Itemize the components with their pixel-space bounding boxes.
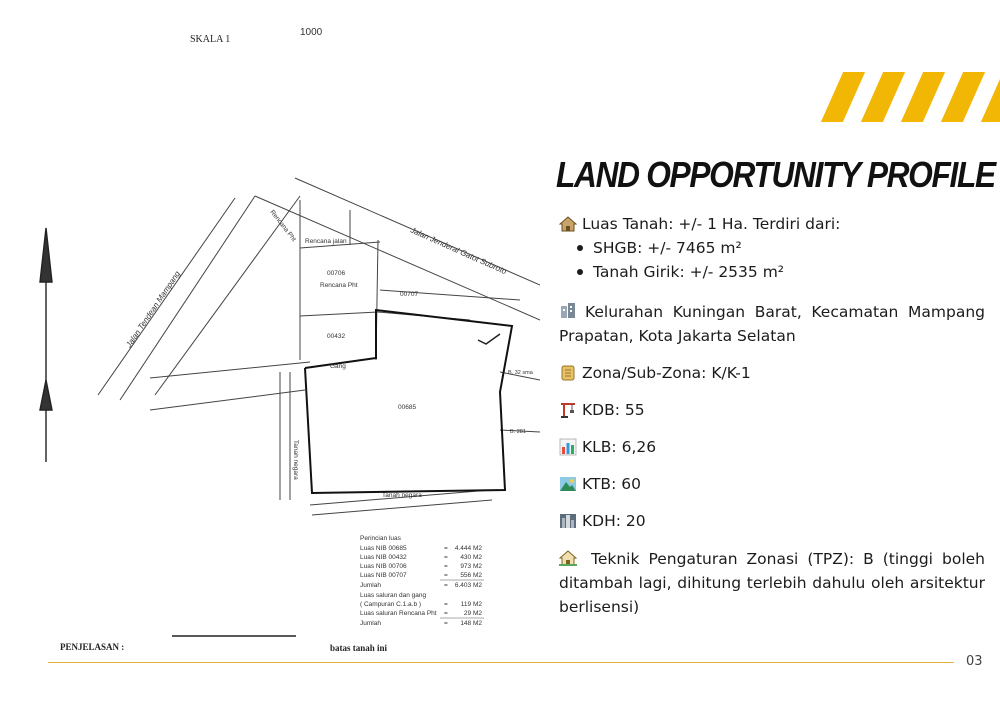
tpz-row — [559, 546, 985, 619]
shgb-text: SHGB: +/- 7465 m² — [593, 239, 742, 257]
plot-label: Rencana Pht — [320, 282, 358, 289]
profile-details — [559, 212, 985, 632]
summary-sep: = — [444, 572, 448, 579]
zoning-text: Zona/Sub-Zona: K/K-1 — [582, 364, 751, 382]
stripe — [821, 72, 865, 122]
summary-value: 973 M2 — [460, 563, 482, 570]
footer-divider — [48, 662, 954, 663]
city-icon — [559, 512, 577, 530]
summary-sep: = — [444, 545, 448, 552]
landscape-icon — [559, 475, 577, 493]
summary-value: 119 M2 — [460, 601, 482, 608]
summary-heading: Perincian luas — [360, 535, 401, 542]
plot-label: 00706 — [327, 270, 346, 277]
land-area-row — [559, 212, 985, 236]
kdb-text: KDB: 55 — [582, 401, 645, 419]
north-arrow-icon — [40, 228, 52, 462]
summary-value: 430 M2 — [460, 554, 482, 561]
location-row — [559, 299, 985, 348]
plot-label: Rencana jalan — [305, 238, 347, 245]
plot-label: B. 281 — [510, 429, 526, 435]
decorative-stripes — [808, 72, 1000, 122]
kdb-row — [559, 398, 985, 422]
summary-value: 4.444 M2 — [454, 545, 482, 552]
map-lines — [98, 178, 540, 515]
legend-text: batas tanah ini — [330, 643, 388, 653]
summary-label: Jumlah — [360, 620, 381, 627]
stripe — [901, 72, 945, 122]
plot-label: Gang — [330, 363, 346, 370]
plot-label: B. 32 sma — [508, 370, 533, 376]
summary-label: Luas NIB 00432 — [360, 554, 407, 561]
summary-label: Luas NIB 00707 — [360, 572, 407, 579]
summary-sep: = — [444, 601, 448, 608]
summary-sep: = — [444, 610, 448, 617]
location-text: Kelurahan Kuningan Barat, Kecamatan Mampang Prapatan, Kota Jakarta Selatan — [559, 303, 985, 345]
house-icon — [559, 215, 577, 233]
kdh-row — [559, 509, 985, 533]
page-title: LAND OPPORTUNITY PROFILE — [556, 154, 995, 195]
scroll-icon — [559, 364, 577, 382]
stripe — [941, 72, 985, 122]
summary-label: Luas saluran Rencana Pht — [360, 610, 437, 617]
building-icon — [559, 302, 577, 320]
legend-label: PENJELASAN : — [60, 642, 125, 652]
summary-label: Luas NIB 00706 — [360, 563, 407, 570]
stripe — [861, 72, 905, 122]
plot-label: Tanah negara — [382, 492, 422, 499]
bullet-icon — [577, 269, 583, 275]
list-item — [577, 236, 985, 260]
road-label: Jalan Tendean Mampang — [124, 269, 182, 350]
check-mark-icon — [478, 334, 500, 344]
plot-label: Tanah negara — [292, 440, 299, 480]
location-block — [559, 299, 985, 348]
summary-label: ( Campuran C.1.a.b ) — [360, 601, 422, 608]
scale-value: 1000 — [300, 27, 323, 38]
area-summary — [360, 535, 484, 627]
land-area-text: Luas Tanah: +/- 1 Ha. Terdiri dari: — [582, 215, 841, 233]
road-label: Jalan Jenderal Gatot Subroto — [409, 225, 508, 277]
plot-label: 00707 — [400, 291, 419, 298]
bullet-icon — [577, 245, 583, 251]
bar-chart-icon — [559, 438, 577, 456]
summary-sep: = — [444, 563, 448, 570]
stripe — [981, 72, 1000, 122]
plot-label: 00685 — [398, 404, 417, 411]
summary-label: Luas saluran dan gang — [360, 592, 427, 599]
summary-value: 148 M2 — [460, 620, 482, 627]
summary-value: 29 M2 — [463, 610, 482, 617]
klb-text: KLB: 6,26 — [582, 438, 657, 456]
list-item — [577, 260, 985, 284]
plot-label: Rencana Pht — [268, 208, 298, 243]
summary-sep: = — [444, 554, 448, 561]
summary-label: Luas NIB 00685 — [360, 545, 407, 552]
summary-sep: = — [444, 620, 448, 627]
girik-text: Tanah Girik: +/- 2535 m² — [593, 263, 785, 281]
house-garden-icon — [559, 549, 577, 567]
crane-icon — [559, 401, 577, 419]
page-number: 03 — [966, 654, 983, 669]
ktb-row — [559, 472, 985, 496]
zoning-row — [559, 361, 985, 385]
scale-label: SKALA 1 — [190, 34, 231, 45]
kdh-text: KDH: 20 — [582, 512, 646, 530]
tpz-block — [559, 546, 985, 619]
klb-row — [559, 435, 985, 459]
tpz-text: Teknik Pengaturan Zonasi (TPZ): B (tinggi boleh ditambah lagi, dihitung terlebih dahulu oleh arsitektur berlisensi) — [559, 550, 985, 616]
plot-label: 00432 — [327, 333, 346, 340]
ktb-text: KTB: 60 — [582, 475, 641, 493]
summary-label: Jumlah — [360, 582, 381, 589]
summary-value: 6.403 M2 — [454, 582, 482, 589]
summary-value: 556 M2 — [460, 572, 482, 579]
summary-sep: = — [444, 582, 448, 589]
